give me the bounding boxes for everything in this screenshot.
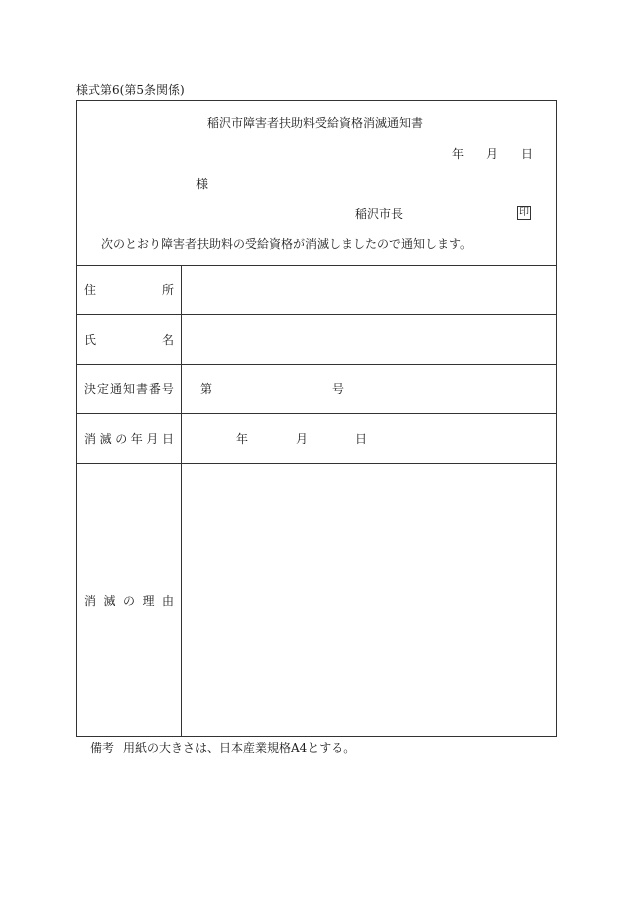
label-address: 住 所 [84, 283, 174, 297]
remark-text: 用紙の大きさは、日本産業規格A4とする。 [123, 741, 356, 755]
form-id: 様式第6(第5条関係) [76, 83, 185, 97]
decision-number-suffix: 号 [332, 382, 345, 396]
recipient-suffix: 様 [196, 177, 209, 191]
label-name: 氏 名 [84, 333, 174, 347]
date-year: 年 [452, 147, 465, 161]
extinction-day: 日 [355, 432, 368, 446]
seal-mark: 印 [519, 207, 529, 218]
issuer: 稲沢市長 [355, 207, 404, 221]
divider-decision-number [76, 413, 557, 414]
field-name[interactable] [182, 315, 556, 363]
field-reason[interactable] [182, 464, 556, 736]
divider-name [76, 364, 557, 365]
label-reason: 消 滅 の 理 由 [84, 594, 174, 608]
field-address[interactable] [182, 266, 556, 314]
decision-number-prefix: 第 [200, 382, 213, 396]
notice-text: 次のとおり障害者扶助料の受給資格が消滅しましたので通知します。 [101, 237, 473, 251]
extinction-month: 月 [296, 432, 309, 446]
document-title: 稲沢市障害者扶助料受給資格消滅通知書 [206, 116, 423, 130]
label-extinction-date: 消 滅 の 年 月 日 [84, 432, 174, 446]
label-decision-number: 決 定 通 知 書 番 号 [84, 382, 174, 396]
field-decision-number[interactable] [216, 366, 328, 411]
date-day: 日 [521, 147, 534, 161]
remark-label: 備考 [90, 741, 115, 755]
date-month: 月 [486, 147, 499, 161]
extinction-year: 年 [236, 432, 249, 446]
